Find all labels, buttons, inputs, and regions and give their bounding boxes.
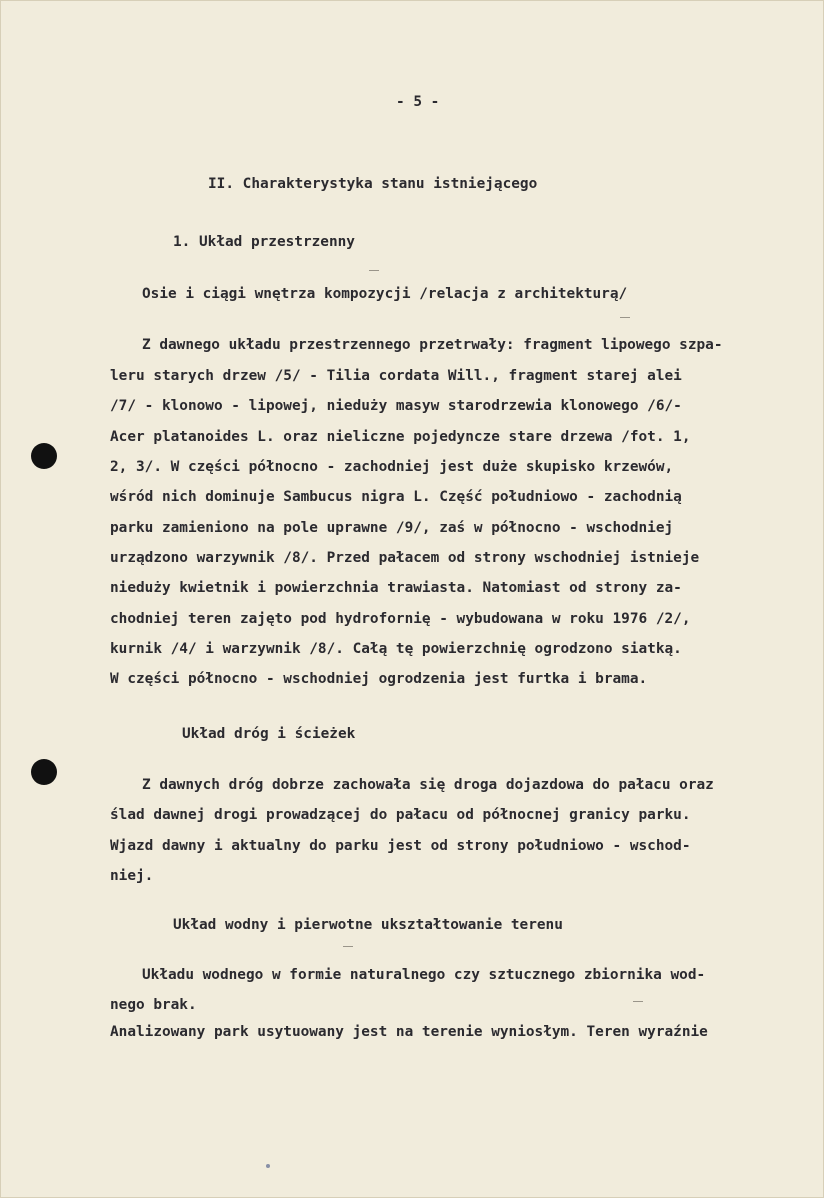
scan-mark [343, 946, 353, 947]
paragraph-line: kurnik /4/ i warzywnik /8/. Całą tę powierzchnię ogrodzono siatką. [110, 641, 682, 657]
paragraph-line: Analizowany park usytuowany jest na terenie wyniosłym. Teren wyraźnie [110, 1024, 708, 1040]
paragraph-line: W części północno - wschodniej ogrodzenia jest furtka i brama. [110, 671, 648, 687]
paragraph-line: ślad dawnej drogi prowadzącej do pałacu od północnej granicy parku. [110, 807, 691, 823]
paragraph-line: urządzono warzywnik /8/. Przed pałacem od strony wschodniej istnieje [110, 550, 700, 566]
subsection-title: 1. Układ przestrzenny [173, 234, 355, 250]
paragraph-line: chodniej teren zajęto pod hydrofornię - wybudowana w roku 1976 /2/, [110, 611, 691, 627]
scan-mark [369, 270, 379, 271]
punch-hole-bottom [31, 759, 57, 785]
scan-mark [620, 317, 630, 318]
paragraph-line: wśród nich dominuje Sambucus nigra L. Część południowo - zachodnią [110, 489, 682, 505]
paragraph-line: /7/ - klonowo - lipowej, nieduży masyw starodrzewia klonowego /6/- [110, 398, 682, 414]
paragraph-line: nego brak. [110, 997, 197, 1013]
paragraph-line: Z dawnego układu przestrzennego przetrwały: fragment lipowego szpa- [142, 337, 723, 353]
paragraph-line: niej. [110, 868, 154, 884]
punch-hole-top [31, 443, 57, 469]
paragraph-line: leru starych drzew /5/ - Tilia cordata Will., fragment starej alei [110, 368, 682, 384]
paragraph-line: nieduży kwietnik i powierzchnia trawiasta. Natomiast od strony za- [110, 580, 682, 596]
paragraph-line: Acer platanoides L. oraz nieliczne pojedyncze stare drzewa /fot. 1, [110, 429, 691, 445]
paragraph-line: Z dawnych dróg dobrze zachowała się droga dojazdowa do pałacu oraz [142, 777, 714, 793]
heading-roads: Układ dróg i ścieżek [182, 726, 356, 742]
paragraph-line: parku zamieniono na pole uprawne /9/, zaś w północno - wschodniej [110, 520, 674, 536]
heading-axes: Osie i ciągi wnętrza kompozycji /relacja z architekturą/ [142, 286, 628, 302]
heading-water: Układ wodny i pierwotne ukształtowanie terenu [173, 917, 563, 933]
paragraph-line: 2, 3/. W części północno - zachodniej jest duże skupisko krzewów, [110, 459, 674, 475]
paragraph-line: Wjazd dawny i aktualny do parku jest od strony południowo - wschod- [110, 838, 691, 854]
scan-speck [266, 1164, 270, 1168]
section-title: II. Charakterystyka stanu istniejącego [208, 176, 538, 192]
paragraph-line: Układu wodnego w formie naturalnego czy sztucznego zbiornika wod- [142, 967, 706, 983]
page-number: - 5 - [396, 94, 440, 110]
scan-mark [633, 1001, 643, 1002]
